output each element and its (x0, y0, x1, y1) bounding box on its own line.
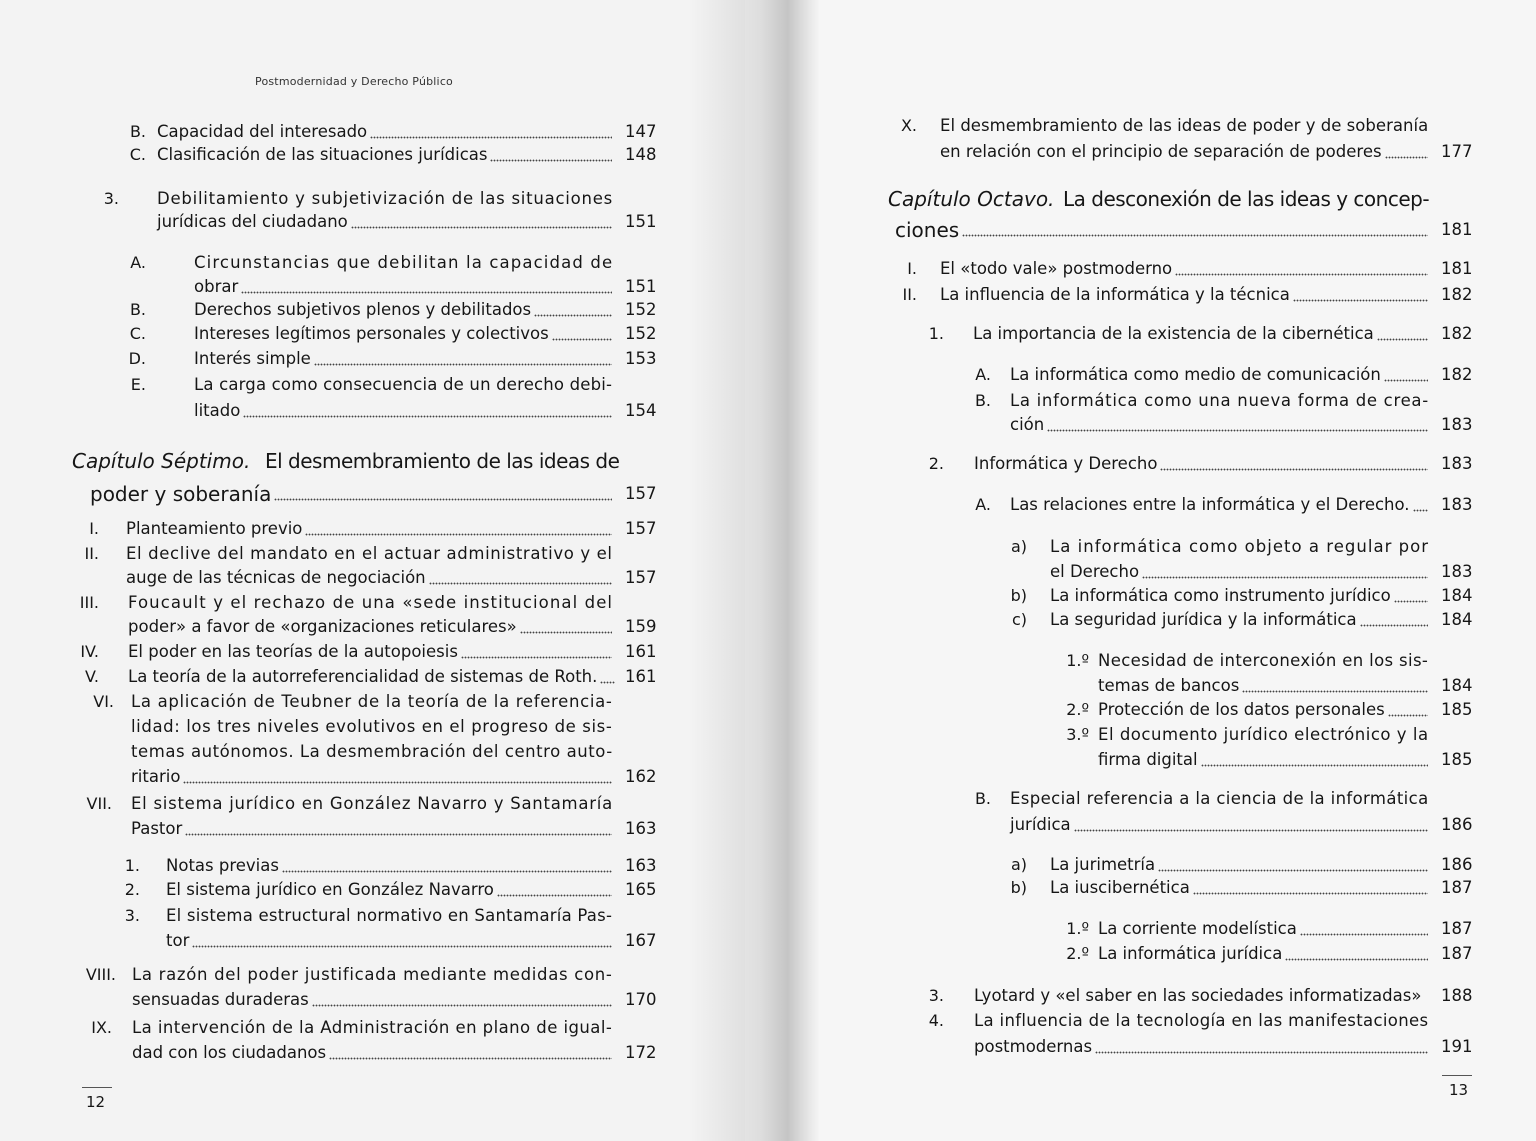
toc-entry-text: ción (1010, 415, 1045, 434)
toc-entry-text: Pastor (131, 819, 183, 838)
toc-page-number: 154 (625, 401, 657, 420)
toc-line (745, 854, 1536, 876)
toc-line (0, 400, 745, 422)
toc-page-number: 161 (625, 642, 657, 661)
toc-entry-text: Circunstancias que debilitan la capacidad de (194, 253, 614, 272)
toc-entry-label: A. (975, 495, 991, 514)
toc-entry-text: La informática como instrumento jurídico (1050, 586, 1391, 605)
toc-entry-text: La razón del poder justificada mediante medidas con- (132, 965, 613, 984)
toc-line (0, 518, 745, 540)
toc-page-number: 184 (1441, 586, 1473, 605)
toc-entry-text: El desmembramiento de las ideas de poder y de soberanía (940, 116, 1429, 135)
toc-entry-label: VI. (93, 692, 114, 711)
dot-leader (1158, 854, 1428, 876)
toc-line (0, 818, 745, 840)
toc-line (0, 299, 745, 321)
toc-page-number: 151 (625, 277, 657, 296)
right-page (745, 0, 1536, 1141)
toc-entry-label: b) (1010, 878, 1027, 897)
toc-entry-text: poder» a favor de «organizaciones reticulares» (128, 617, 517, 636)
toc-entry-text: El sistema jurídico en González Navarro (166, 880, 494, 899)
toc-line (0, 641, 745, 663)
toc-entry-text: obrar (194, 277, 239, 296)
toc-line (745, 219, 1536, 241)
toc-page-number: 182 (1441, 365, 1473, 384)
dot-leader (520, 616, 612, 638)
toc-entry-text: litado (194, 401, 241, 420)
dot-leader (305, 518, 612, 540)
dot-leader (1285, 943, 1428, 965)
toc-page-number: 182 (1441, 324, 1473, 343)
toc-entry-text: Interés simple (194, 349, 311, 368)
toc-entry-text: Protección de los datos personales (1098, 700, 1385, 719)
dot-leader (192, 930, 612, 952)
toc-entry-label: VIII. (85, 965, 116, 984)
toc-entry-label: B. (974, 789, 991, 808)
toc-line (0, 1017, 745, 1039)
toc-entry-label: V. (85, 667, 99, 686)
toc-line (745, 284, 1536, 306)
toc-entry-text: auge de las técnicas de negociación (126, 568, 426, 587)
toc-entry-text: La intervención de la Administración en plano de igual- (132, 1018, 613, 1037)
toc-line (0, 211, 745, 233)
toc-entry-label: VII. (86, 794, 112, 813)
toc-entry-label: 4. (928, 1011, 944, 1030)
dot-leader (1095, 1036, 1428, 1058)
toc-entry-label: A. (975, 365, 991, 384)
toc-line (0, 855, 745, 877)
toc-entry-text: en relación con el principio de separación de poderes (940, 142, 1382, 161)
toc-entry-text: el Derecho (1050, 562, 1140, 581)
folio-rule (1442, 1075, 1472, 1076)
toc-line (0, 323, 745, 345)
toc-line (745, 494, 1536, 516)
chapter-label: Capítulo Octavo. (888, 187, 1055, 211)
toc-line (0, 1042, 745, 1064)
toc-line (745, 650, 1536, 672)
toc-entry-text: Especial referencia a la ciencia de la informática (1010, 789, 1429, 808)
toc-line (0, 616, 745, 638)
toc-entry-label: I. (89, 519, 99, 538)
toc-line (0, 930, 745, 952)
dot-leader (552, 323, 612, 345)
toc-line (745, 561, 1536, 583)
toc-entry-text: Debilitamiento y subjetivización de las situaciones (157, 189, 613, 208)
toc-entry-text: Informática y Derecho (974, 454, 1158, 473)
dot-leader (243, 400, 612, 422)
dot-leader (1360, 609, 1428, 631)
toc-page-number: 187 (1441, 944, 1473, 963)
toc-line (0, 766, 745, 788)
toc-line (745, 749, 1536, 771)
dot-leader (962, 219, 1428, 241)
toc-line (0, 905, 745, 927)
toc-entry-label: 1. (124, 856, 140, 875)
right-page-number: 13 (1449, 1081, 1469, 1099)
folio-rule (82, 1087, 112, 1088)
dot-leader (1300, 918, 1428, 940)
toc-entry-text: La influencia de la informática y la técnica (940, 285, 1290, 304)
toc-line (745, 141, 1536, 163)
dot-leader (461, 641, 612, 663)
toc-page-number: 157 (625, 484, 657, 503)
toc-line (0, 188, 745, 210)
toc-entry-label: 1.º (1066, 919, 1089, 938)
toc-entry-label: 2.º (1066, 944, 1089, 963)
toc-entry-text: Necesidad de interconexión en los sis- (1098, 651, 1429, 670)
toc-page-number: 185 (1441, 750, 1473, 769)
toc-entry-label: 1. (928, 324, 944, 343)
toc-entry-text: sensuadas duraderas (132, 990, 309, 1009)
dot-leader (1175, 258, 1428, 280)
dot-leader (183, 766, 612, 788)
toc-entry-label: C. (129, 324, 146, 343)
dot-leader (351, 211, 612, 233)
toc-entry-label: 1.º (1066, 651, 1089, 670)
toc-entry-label: a) (1010, 537, 1027, 556)
toc-entry-text: La corriente modelística (1098, 919, 1297, 938)
toc-entry-text: temas autónomos. La desmembración del centro auto- (131, 742, 613, 761)
toc-entry-label: I. (907, 259, 917, 278)
toc-page-number: 153 (625, 349, 657, 368)
dot-leader (490, 144, 612, 166)
toc-entry-text: La teoría de la autorreferencialidad de sistemas de Roth. (128, 667, 598, 686)
toc-entry-text: temas de bancos (1098, 676, 1240, 695)
toc-line (0, 716, 745, 738)
toc-page-number: 183 (1441, 562, 1473, 581)
toc-line (745, 675, 1536, 697)
toc-entry-label: c) (1011, 610, 1027, 629)
toc-line (745, 609, 1536, 631)
toc-line (0, 276, 745, 298)
dot-leader (329, 1042, 612, 1064)
toc-page-number: 191 (1441, 1037, 1473, 1056)
toc-entry-label: 3.º (1066, 725, 1089, 744)
toc-entry-label: D. (128, 349, 146, 368)
toc-line (0, 989, 745, 1011)
toc-entry-label: IV. (80, 642, 99, 661)
toc-entry-text: postmodernas (974, 1037, 1093, 1056)
dot-leader (497, 879, 612, 901)
dot-leader (1377, 323, 1428, 345)
toc-line (0, 793, 745, 815)
toc-line (0, 252, 745, 274)
toc-line (0, 879, 745, 901)
toc-line (745, 188, 1536, 210)
toc-line (745, 788, 1536, 810)
toc-line (745, 323, 1536, 345)
toc-entry-text: La aplicación de Teubner de la teoría de la referencia- (131, 692, 613, 711)
toc-entry-text: Derechos subjetivos plenos y debilitados (194, 300, 532, 319)
toc-line (745, 585, 1536, 607)
dot-leader (600, 666, 615, 688)
chapter-title: poder y soberanía (90, 482, 272, 506)
toc-line (745, 414, 1536, 436)
dot-leader (185, 818, 612, 840)
dot-leader (274, 483, 612, 505)
toc-page-number: 181 (1441, 220, 1473, 239)
toc-entry-label: 3. (103, 189, 119, 208)
toc-entry-text: lidad: los tres niveles evolutivos en el progreso de sis- (131, 717, 613, 736)
toc-page-number: 183 (1441, 415, 1473, 434)
toc-line (745, 453, 1536, 475)
toc-entry-text: jurídicas del ciudadano (157, 212, 348, 231)
toc-entry-text: ritario (131, 767, 181, 786)
chapter-title: La desconexión de las ideas y concep- (1063, 187, 1430, 211)
dot-leader (1293, 284, 1428, 306)
toc-line (0, 543, 745, 565)
toc-entry-text: dad con los ciudadanos (132, 1043, 327, 1062)
toc-entry-text: La iuscibernética (1050, 878, 1190, 897)
toc-line (745, 1036, 1536, 1058)
toc-line (0, 666, 745, 688)
toc-entry-text: La informática como una nueva forma de crea- (1010, 391, 1429, 410)
left-page-number: 12 (86, 1093, 106, 1111)
toc-page-number: 152 (625, 300, 657, 319)
toc-line (0, 348, 745, 370)
toc-line (745, 814, 1536, 836)
toc-page-number: 151 (625, 212, 657, 231)
toc-entry-text: Intereses legítimos personales y colectivos (194, 324, 549, 343)
toc-entry-text: La jurimetría (1050, 855, 1156, 874)
toc-entry-label: II. (902, 285, 917, 304)
toc-page-number: 183 (1441, 454, 1473, 473)
dot-leader (1394, 585, 1428, 607)
book-gutter-shadow (690, 0, 820, 1141)
toc-page-number: 163 (625, 856, 657, 875)
toc-entry-label: 3. (124, 906, 140, 925)
toc-page-number: 157 (625, 568, 657, 587)
toc-entry-text: El documento jurídico electrónico y la (1098, 725, 1429, 744)
toc-entry-label: a) (1010, 855, 1027, 874)
toc-line (745, 918, 1536, 940)
toc-page-number: 152 (625, 324, 657, 343)
toc-entry-label: IX. (91, 1018, 112, 1037)
toc-entry-text: La carga como consecuencia de un derecho debi- (194, 375, 613, 394)
dot-leader (282, 855, 612, 877)
toc-entry-label: B. (129, 122, 146, 141)
toc-entry-text: Capacidad del interesado (157, 122, 368, 141)
toc-line (0, 144, 745, 166)
toc-entry-text: El poder en las teorías de la autopoiesis (128, 642, 458, 661)
dot-leader (370, 121, 612, 143)
toc-entry-label: C. (129, 145, 146, 164)
toc-line (0, 450, 745, 472)
toc-page-number: 186 (1441, 815, 1473, 834)
toc-page-number: 147 (625, 122, 657, 141)
toc-entry-text: Lyotard y «el saber en las sociedades informatizadas» (974, 986, 1422, 1005)
dot-leader (1242, 675, 1428, 697)
toc-page-number: 183 (1441, 495, 1473, 514)
toc-page-number: 167 (625, 931, 657, 950)
toc-line (0, 567, 745, 589)
toc-line (745, 390, 1536, 412)
toc-line (745, 699, 1536, 721)
toc-entry-text: La informática como objeto a regular por (1050, 537, 1430, 556)
dot-leader (429, 567, 612, 589)
toc-page-number: 170 (625, 990, 657, 1009)
toc-page-number: 163 (625, 819, 657, 838)
dot-leader (312, 989, 612, 1011)
toc-entry-text: firma digital (1098, 750, 1198, 769)
toc-line (745, 985, 1536, 1007)
toc-line (0, 374, 745, 396)
toc-entry-text: jurídica (1010, 815, 1071, 834)
toc-page-number: 188 (1441, 986, 1473, 1005)
toc-line (745, 364, 1536, 386)
toc-line (745, 943, 1536, 965)
toc-entry-label: 2.º (1066, 700, 1089, 719)
toc-entry-text: Foucault y el rechazo de una «sede institucional del (128, 593, 614, 612)
left-page (0, 0, 745, 1141)
toc-line (745, 1010, 1536, 1032)
toc-page-number: 162 (625, 767, 657, 786)
toc-page-number: 184 (1441, 676, 1473, 695)
toc-entry-text: La seguridad jurídica y la informática (1050, 610, 1357, 629)
toc-page-number: 184 (1441, 610, 1473, 629)
toc-entry-label: B. (974, 391, 991, 410)
toc-entry-text: El sistema estructural normativo en Santamaría Pas- (166, 906, 613, 925)
toc-entry-label: X. (900, 116, 917, 135)
toc-entry-text: El sistema jurídico en González Navarro y Santamaría (131, 794, 613, 813)
toc-entry-label: 3. (928, 986, 944, 1005)
toc-page-number: 187 (1441, 919, 1473, 938)
toc-line (0, 964, 745, 986)
toc-line (0, 741, 745, 763)
toc-entry-label: 2. (124, 880, 140, 899)
dot-leader (1201, 749, 1428, 771)
toc-entry-text: La importancia de la existencia de la cibernética (973, 324, 1374, 343)
toc-page-number: 182 (1441, 285, 1473, 304)
toc-entry-text: Las relaciones entre la informática y el Derecho. (1010, 495, 1410, 514)
toc-entry-label: II. (84, 544, 99, 563)
chapter-title: ciones (895, 218, 960, 242)
toc-line (0, 483, 745, 505)
toc-line (745, 258, 1536, 280)
toc-entry-label: 2. (928, 454, 944, 473)
toc-entry-text: La informática como medio de comunicación (1010, 365, 1381, 384)
toc-line (745, 724, 1536, 746)
dot-leader (1384, 364, 1428, 386)
chapter-title: El desmembramiento de las ideas de (265, 449, 620, 473)
toc-entry-label: E. (130, 375, 146, 394)
dot-leader (1193, 877, 1428, 899)
toc-entry-text: Planteamiento previo (126, 519, 303, 538)
toc-entry-text: Notas previas (166, 856, 279, 875)
running-head: Postmodernidad y Derecho Público (255, 75, 453, 88)
toc-page-number: 172 (625, 1043, 657, 1062)
toc-entry-label: B. (129, 300, 146, 319)
toc-line (745, 536, 1536, 558)
dot-leader (241, 276, 612, 298)
toc-page-number: 148 (625, 145, 657, 164)
dot-leader (1160, 453, 1428, 475)
dot-leader (534, 299, 612, 321)
toc-entry-text: tor (166, 931, 190, 950)
toc-page-number: 186 (1441, 855, 1473, 874)
dot-leader (1388, 699, 1428, 721)
toc-entry-label: III. (79, 593, 99, 612)
toc-line (0, 691, 745, 713)
toc-entry-text: El declive del mandato en el actuar administrativo y el (126, 544, 613, 563)
toc-line (745, 877, 1536, 899)
toc-page-number: 181 (1441, 259, 1473, 278)
toc-page-number: 187 (1441, 878, 1473, 897)
toc-page-number: 177 (1441, 142, 1473, 161)
toc-entry-text: Clasificación de las situaciones jurídicas (157, 145, 488, 164)
dot-leader (1385, 141, 1428, 163)
toc-page-number: 159 (625, 617, 657, 636)
toc-page-number: 185 (1441, 700, 1473, 719)
toc-page-number: 165 (625, 880, 657, 899)
toc-entry-label: b) (1010, 586, 1027, 605)
dot-leader (1047, 414, 1428, 436)
dot-leader (314, 348, 612, 370)
chapter-label: Capítulo Séptimo. (72, 449, 251, 473)
toc-line (0, 121, 745, 143)
toc-line (0, 592, 745, 614)
dot-leader (1142, 561, 1428, 583)
toc-page-number: 161 (625, 667, 657, 686)
toc-page-number: 157 (625, 519, 657, 538)
toc-entry-label: A. (130, 253, 146, 272)
dot-leader (1413, 494, 1428, 516)
toc-line (745, 115, 1536, 137)
toc-entry-text: La informática jurídica (1098, 944, 1283, 963)
dot-leader (1074, 814, 1428, 836)
toc-entry-text: El «todo vale» postmoderno (940, 259, 1173, 278)
toc-entry-text: La influencia de la tecnología en las manifestaciones (974, 1011, 1429, 1030)
